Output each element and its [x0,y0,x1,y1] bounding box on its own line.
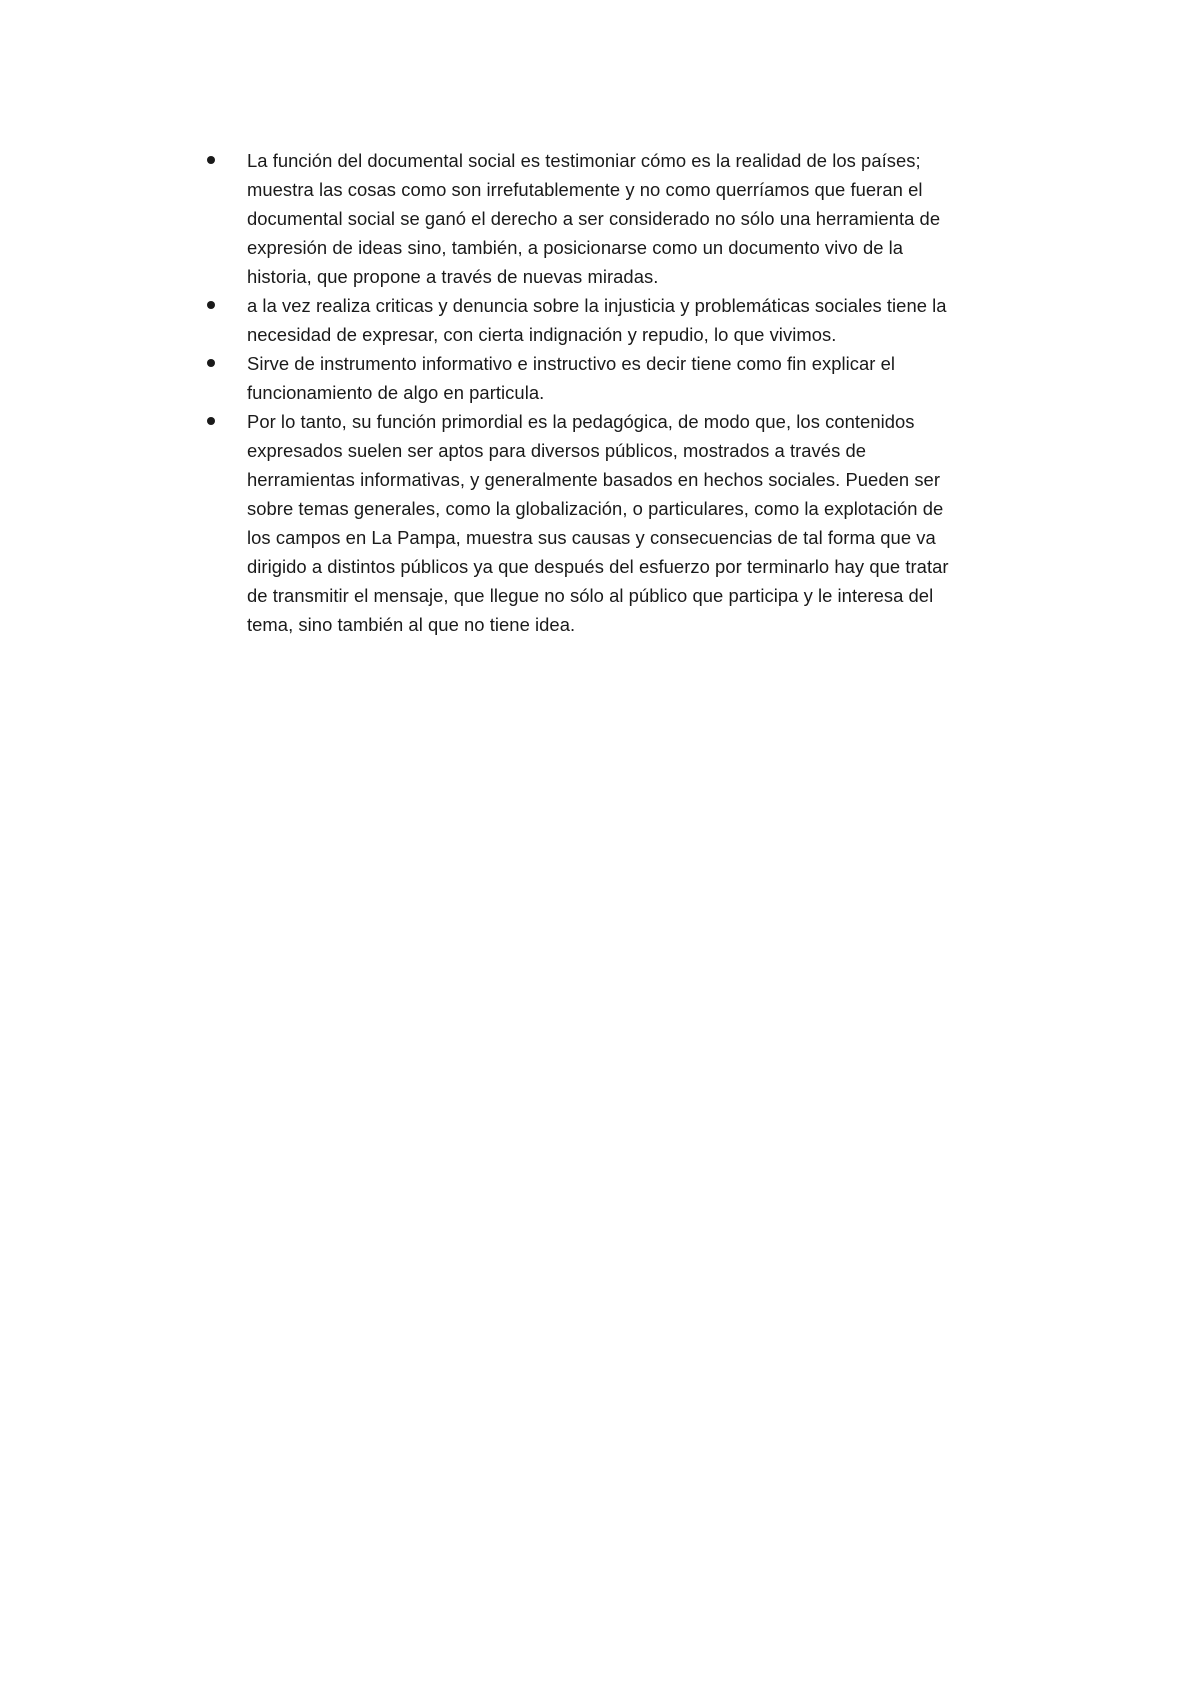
text-line: sobre temas generales, como la globalización, o particulares, como la explotación de [247,498,944,519]
text-line: funcionamiento de algo en particula. [247,382,545,403]
text-line: muestra las cosas como son irrefutablemente y no como querríamos que fueran el [247,179,923,200]
text-line: expresados suelen ser aptos para diversos públicos, mostrados a través de [247,440,867,461]
text-line: historia, que propone a través de nuevas miradas. [247,266,659,287]
bullet-icon [207,156,215,164]
text-line: dirigido a distintos públicos ya que después del esfuerzo por terminarlo hay que tratar [247,556,949,577]
text-line: Por lo tanto, su función primordial es la pedagógica, de modo que, los contenidos [247,411,915,432]
bullet-item-1 [207,146,1027,291]
bullet-list [207,146,1027,639]
bullet-item-4 [207,407,1027,639]
text-line: La función del documental social es testimoniar cómo es la realidad de los países; [247,150,921,171]
text-line: tema, sino también al que no tiene idea. [247,614,576,635]
bullet-item-3 [207,349,1027,407]
text-line: los campos en La Pampa, muestra sus causas y consecuencias de tal forma que va [247,527,936,548]
text-line: documental social se ganó el derecho a ser considerado no sólo una herramienta de [247,208,941,229]
bullet-icon [207,417,215,425]
bullet-item-2 [207,291,1027,349]
text-line: herramientas informativas, y generalmente basados en hechos sociales. Pueden ser [247,469,941,490]
text-line: necesidad de expresar, con cierta indignación y repudio, lo que vivimos. [247,324,837,345]
text-line: expresión de ideas sino, también, a posicionarse como un documento vivo de la [247,237,904,258]
bullet-icon [207,301,215,309]
text-line: de transmitir el mensaje, que llegue no sólo al público que participa y le interesa del [247,585,934,606]
bullet-icon [207,359,215,367]
text-line: a la vez realiza criticas y denuncia sobre la injusticia y problemáticas sociales tiene la [247,295,947,316]
text-line: Sirve de instrumento informativo e instructivo es decir tiene como fin explicar el [247,353,896,374]
